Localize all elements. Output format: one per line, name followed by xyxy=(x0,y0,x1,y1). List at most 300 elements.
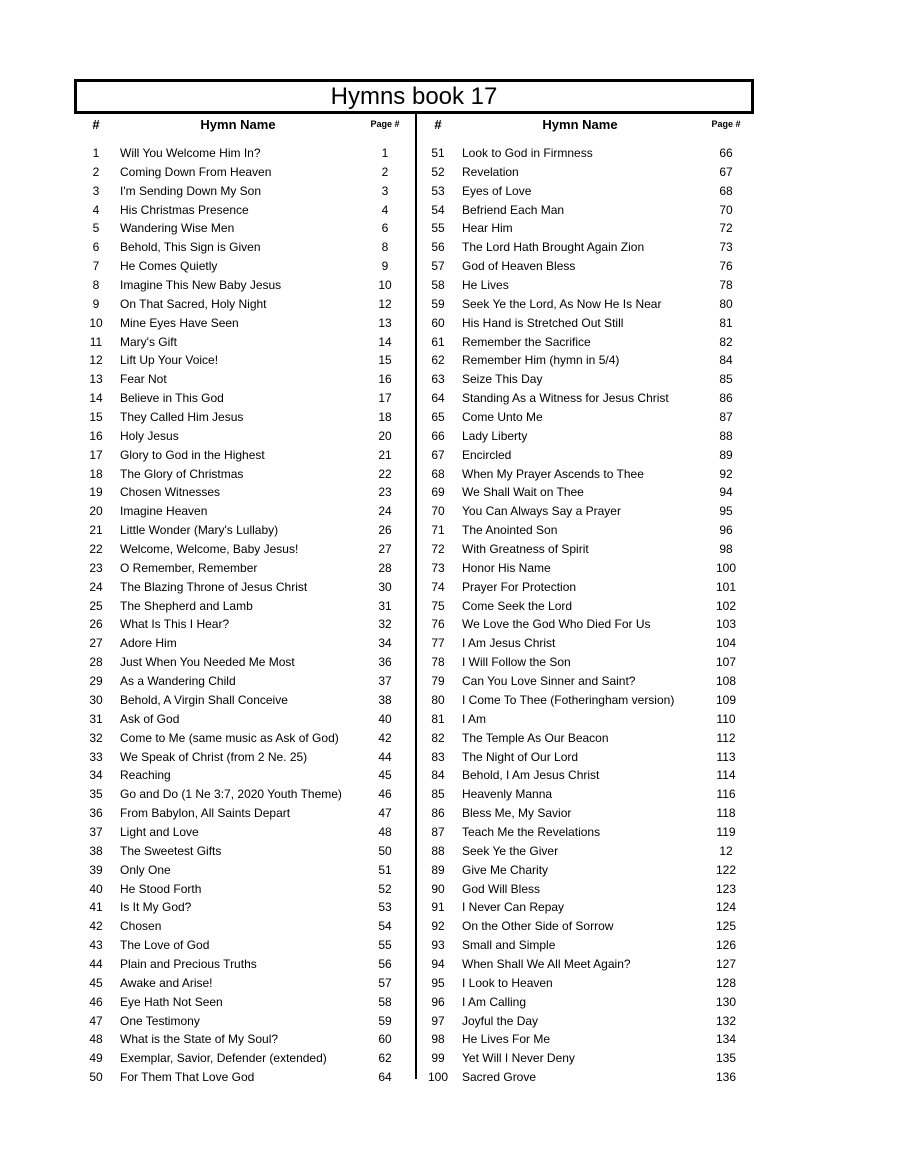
hymn-number: 93 xyxy=(431,938,445,953)
hymn-column-right xyxy=(417,114,751,1085)
hymn-page: 94 xyxy=(719,485,733,500)
hymn-page: 53 xyxy=(378,900,392,915)
hymn-name: When Shall We All Meet Again? xyxy=(462,956,631,971)
hymn-name: Behold, I Am Jesus Christ xyxy=(462,768,600,783)
hymn-name: The Love of God xyxy=(120,938,210,953)
hymn-row xyxy=(74,880,414,899)
hymn-name: I'm Sending Down My Son xyxy=(120,183,262,198)
hymn-name: The Blazing Throne of Jesus Christ xyxy=(120,579,308,594)
hymn-page: 56 xyxy=(378,956,392,971)
hymn-page: 89 xyxy=(719,447,733,462)
hymn-page: 28 xyxy=(378,560,392,575)
hymn-row xyxy=(417,408,751,427)
hymn-row xyxy=(417,804,751,823)
header-hymn-name: Hymn Name xyxy=(542,117,618,132)
hymn-number: 51 xyxy=(431,146,445,160)
hymn-row xyxy=(417,427,751,446)
hymn-page: 2 xyxy=(381,164,389,179)
hymn-page: 17 xyxy=(378,391,392,406)
hymn-page: 31 xyxy=(378,598,392,613)
hymn-name: Go and Do (1 Ne 3:7, 2020 Youth Theme) xyxy=(120,787,342,802)
hymn-row xyxy=(74,1030,414,1049)
hymn-name: He Lives For Me xyxy=(462,1032,551,1047)
hymn-name: Can You Love Sinner and Saint? xyxy=(462,674,636,689)
hymn-name: Light and Love xyxy=(120,824,199,839)
hymn-name: Mine Eyes Have Seen xyxy=(120,315,239,330)
hymn-name: The Shepherd and Lamb xyxy=(120,598,253,613)
hymn-row xyxy=(74,163,414,182)
hymn-page: 110 xyxy=(716,711,736,726)
hymn-page: 58 xyxy=(378,994,392,1009)
hymn-row xyxy=(74,521,414,540)
hymn-number: 23 xyxy=(89,560,103,575)
hymn-number: 82 xyxy=(431,730,445,745)
hymn-row xyxy=(74,785,414,804)
hymn-number: 3 xyxy=(92,183,100,198)
hymn-number: 57 xyxy=(431,259,445,274)
hymn-name: Glory to God in the Highest xyxy=(120,447,265,462)
hymn-number: 18 xyxy=(89,466,103,481)
hymn-number: 72 xyxy=(431,542,445,557)
hymn-row xyxy=(74,861,414,880)
hymn-number: 65 xyxy=(431,410,445,425)
hymn-row xyxy=(74,578,414,597)
hymn-number: 19 xyxy=(89,485,103,500)
hymn-number: 75 xyxy=(431,598,445,613)
hymn-page: 101 xyxy=(715,579,737,594)
hymn-page: 24 xyxy=(378,504,392,519)
hymn-name: Remember Him (hymn in 5/4) xyxy=(462,353,620,368)
header-number: # xyxy=(434,117,442,132)
hymn-number: 96 xyxy=(431,994,445,1009)
hymn-row xyxy=(417,766,751,785)
hymn-name: On That Sacred, Holy Night xyxy=(120,296,267,311)
hymn-page: 64 xyxy=(378,1070,392,1085)
hymn-row xyxy=(74,672,414,691)
hymn-name: Eyes of Love xyxy=(462,183,532,198)
hymn-row xyxy=(74,917,414,936)
hymn-page: 102 xyxy=(715,598,737,613)
hymn-number: 61 xyxy=(431,334,445,349)
hymn-number: 30 xyxy=(89,692,103,707)
hymn-page: 81 xyxy=(719,315,733,330)
hymn-name: The Temple As Our Beacon xyxy=(462,730,609,745)
hymn-page: 66 xyxy=(719,146,733,160)
hymn-page: 37 xyxy=(378,674,392,689)
hymn-number: 79 xyxy=(431,674,445,689)
hymn-row xyxy=(417,163,751,182)
hymn-row xyxy=(417,748,751,767)
hymn-number: 12 xyxy=(89,353,103,368)
hymn-number: 44 xyxy=(89,956,103,971)
hymn-name: As a Wandering Child xyxy=(120,674,236,689)
hymn-number: 39 xyxy=(89,862,103,877)
hymn-page: 67 xyxy=(719,164,733,179)
hymn-name: The Glory of Christmas xyxy=(120,466,244,481)
hymn-number: 68 xyxy=(431,466,445,481)
hymn-page: 118 xyxy=(716,806,736,821)
hymn-page: 122 xyxy=(715,862,737,877)
hymn-row xyxy=(74,804,414,823)
hymn-name: God Will Bless xyxy=(462,881,541,896)
hymn-row xyxy=(74,219,414,238)
hymn-page: 134 xyxy=(715,1032,737,1047)
hymn-row xyxy=(74,540,414,559)
hymn-row xyxy=(74,898,414,917)
hymn-row xyxy=(74,389,414,408)
hymn-name: We Speak of Christ (from 2 Ne. 25) xyxy=(120,749,308,764)
hymn-row xyxy=(74,766,414,785)
hymn-row xyxy=(74,936,414,955)
hymn-row xyxy=(417,257,751,276)
hymn-row xyxy=(74,842,414,861)
hymn-name: Seek Ye the Lord, As Now He Is Near xyxy=(462,296,662,311)
hymn-page: 40 xyxy=(378,711,392,726)
hymn-number: 35 xyxy=(89,787,103,802)
hymn-number: 62 xyxy=(431,353,445,368)
hymn-row xyxy=(417,634,751,653)
hymn-row xyxy=(74,1068,414,1087)
hymn-number: 13 xyxy=(89,372,103,387)
hymn-page: 135 xyxy=(715,1051,737,1066)
hymn-number: 48 xyxy=(89,1032,103,1047)
hymn-number: 7 xyxy=(92,259,100,274)
hymn-name: Just When You Needed Me Most xyxy=(120,655,295,670)
hymn-name: Revelation xyxy=(462,164,519,179)
hymn-number: 83 xyxy=(431,749,445,764)
hymn-number: 10 xyxy=(89,315,103,330)
hymn-row xyxy=(74,955,414,974)
hymn-number: 43 xyxy=(89,938,103,953)
hymn-name: When My Prayer Ascends to Thee xyxy=(462,466,644,481)
hymn-row xyxy=(74,634,414,653)
hymn-name: Mary's Gift xyxy=(120,334,177,349)
hymn-name: Believe in This God xyxy=(120,391,224,406)
hymn-page: 119 xyxy=(716,824,736,839)
hymn-number: 66 xyxy=(431,428,445,443)
hymn-page: 9 xyxy=(381,259,389,274)
hymn-row xyxy=(417,993,751,1012)
hymn-name: He Lives xyxy=(462,278,509,293)
hymn-page: 26 xyxy=(378,523,392,538)
hymn-name: What Is This I Hear? xyxy=(120,617,230,632)
hymn-page: 27 xyxy=(378,542,392,557)
hymn-page: 85 xyxy=(719,372,733,387)
column-header xyxy=(74,114,414,134)
hymn-number: 88 xyxy=(431,843,445,858)
hymn-row xyxy=(74,483,414,502)
hymn-page: 59 xyxy=(378,1013,392,1028)
hymn-number: 77 xyxy=(431,636,445,651)
hymn-number: 1 xyxy=(92,146,100,160)
hymn-name: Welcome, Welcome, Baby Jesus! xyxy=(120,542,299,557)
hymn-name: Lift Up Your Voice! xyxy=(120,353,219,368)
hymn-page: 36 xyxy=(378,655,392,670)
hymn-row xyxy=(74,597,414,616)
hymn-row xyxy=(417,597,751,616)
hymn-row xyxy=(74,974,414,993)
hymn-name: Ask of God xyxy=(120,711,180,726)
hymn-number: 29 xyxy=(89,674,103,689)
hymn-name: His Christmas Presence xyxy=(120,202,249,217)
hymn-number: 36 xyxy=(89,806,103,821)
hymn-name: Hear Him xyxy=(462,221,513,236)
hymn-row xyxy=(417,238,751,257)
hymn-row xyxy=(74,502,414,521)
hymn-number: 70 xyxy=(431,504,445,519)
hymn-column-left xyxy=(74,114,414,1085)
hymn-row xyxy=(417,521,751,540)
hymn-row xyxy=(417,710,751,729)
hymn-page: 84 xyxy=(719,353,733,368)
hymn-row xyxy=(74,238,414,257)
hymn-row xyxy=(74,446,414,465)
hymn-page: 12 xyxy=(719,843,733,858)
hymn-number: 94 xyxy=(431,956,445,971)
hymn-number: 53 xyxy=(431,183,445,198)
hymn-page: 78 xyxy=(719,278,733,293)
hymn-name: Will You Welcome Him In? xyxy=(120,146,261,160)
hymn-name: Look to God in Firmness xyxy=(462,146,593,160)
hymn-page: 130 xyxy=(715,994,737,1009)
hymn-name: I Am Jesus Christ xyxy=(462,636,556,651)
hymn-name: Reaching xyxy=(120,768,171,783)
hymn-name: I Am xyxy=(462,711,487,726)
hymn-page: 18 xyxy=(378,410,392,425)
hymn-page: 14 xyxy=(378,334,392,349)
hymn-name: Fear Not xyxy=(120,372,167,387)
hymn-page: 62 xyxy=(378,1051,392,1066)
hymn-number: 20 xyxy=(89,504,103,519)
hymn-number: 46 xyxy=(89,994,103,1009)
hymn-row xyxy=(417,219,751,238)
hymn-row xyxy=(417,314,751,333)
hymn-page: 10 xyxy=(378,278,392,293)
hymn-page: 38 xyxy=(378,692,392,707)
hymn-page: 32 xyxy=(378,617,392,632)
hymn-row xyxy=(417,446,751,465)
hymn-name: Chosen xyxy=(120,919,162,934)
hymn-row xyxy=(417,389,751,408)
hymn-row xyxy=(74,1049,414,1068)
hymn-row xyxy=(417,465,751,484)
hymn-name: He Comes Quietly xyxy=(120,259,218,274)
hymn-name: Exemplar, Savior, Defender (extended) xyxy=(120,1051,327,1066)
hymn-number: 80 xyxy=(431,692,445,707)
column-header xyxy=(417,114,751,134)
hymn-number: 2 xyxy=(92,164,100,179)
hymn-number: 26 xyxy=(89,617,103,632)
hymn-name: For Them That Love God xyxy=(120,1070,255,1085)
hymn-row xyxy=(417,936,751,955)
hymn-number: 76 xyxy=(431,617,445,632)
hymn-number: 50 xyxy=(89,1070,103,1085)
hymn-page: 42 xyxy=(378,730,392,745)
hymn-number: 8 xyxy=(92,278,100,293)
hymn-name: Encircled xyxy=(462,447,512,462)
hymn-name: The Anointed Son xyxy=(462,523,558,538)
page-title: Hymns book 17 xyxy=(330,83,498,110)
hymn-number: 4 xyxy=(92,202,100,217)
hymn-page: 46 xyxy=(378,787,392,802)
hymn-number: 59 xyxy=(431,296,445,311)
hymn-name: O Remember, Remember xyxy=(120,560,258,575)
hymn-name: Joyful the Day xyxy=(462,1013,539,1028)
hymn-row xyxy=(74,333,414,352)
hymn-number: 9 xyxy=(92,296,100,311)
hymn-name: Imagine Heaven xyxy=(120,504,208,519)
hymn-name: Is It My God? xyxy=(120,900,192,915)
hymn-row xyxy=(74,1012,414,1031)
hymn-number: 99 xyxy=(431,1051,445,1066)
hymn-row xyxy=(417,351,751,370)
hymn-number: 24 xyxy=(89,579,103,594)
title-box xyxy=(74,79,754,114)
hymn-name: Lady Liberty xyxy=(462,428,528,443)
hymn-row xyxy=(417,1030,751,1049)
hymn-name: We Shall Wait on Thee xyxy=(462,485,584,500)
hymn-number: 90 xyxy=(431,881,445,896)
hymn-name: Only One xyxy=(120,862,171,877)
hymn-name: Sacred Grove xyxy=(462,1070,537,1085)
hymn-page: 23 xyxy=(378,485,392,500)
hymn-name: Honor His Name xyxy=(462,560,551,575)
hymn-name: The Sweetest Gifts xyxy=(120,843,222,858)
hymn-row xyxy=(417,691,751,710)
hymn-page: 96 xyxy=(719,523,733,538)
hymn-page: 44 xyxy=(378,749,392,764)
hymn-name: Chosen Witnesses xyxy=(120,485,221,500)
hymn-page: 112 xyxy=(716,730,736,745)
hymn-number: 45 xyxy=(89,975,103,990)
hymn-name: Small and Simple xyxy=(462,938,556,953)
hymn-name: Seize This Day xyxy=(462,372,543,387)
hymn-row xyxy=(417,370,751,389)
hymn-row xyxy=(74,370,414,389)
hymn-row xyxy=(74,559,414,578)
hymn-page: 132 xyxy=(715,1013,737,1028)
hymn-row xyxy=(417,898,751,917)
hymn-row xyxy=(417,333,751,352)
hymn-row xyxy=(74,408,414,427)
hymn-name: The Night of Our Lord xyxy=(462,749,579,764)
hymn-page: 8 xyxy=(381,240,389,255)
hymn-row xyxy=(74,748,414,767)
hymn-number: 27 xyxy=(89,636,103,651)
hymn-number: 32 xyxy=(89,730,103,745)
hymn-name: Seek Ye the Giver xyxy=(462,843,559,858)
hymn-name: I Look to Heaven xyxy=(462,975,553,990)
hymn-number: 69 xyxy=(431,485,445,500)
hymn-list-left xyxy=(74,144,414,1087)
hymn-page: 82 xyxy=(719,334,733,349)
hymn-number: 78 xyxy=(431,655,445,670)
hymn-row xyxy=(417,615,751,634)
hymn-number: 47 xyxy=(89,1013,103,1028)
hymn-row xyxy=(417,880,751,899)
hymn-number: 56 xyxy=(431,240,445,255)
hymn-row xyxy=(74,427,414,446)
hymn-number: 5 xyxy=(92,221,100,236)
hymn-page: 126 xyxy=(715,938,737,953)
hymn-page: 104 xyxy=(715,636,737,651)
hymn-number: 74 xyxy=(431,579,445,594)
hymn-row xyxy=(417,1068,751,1087)
hymn-page: 12 xyxy=(378,296,392,311)
hymn-page: 109 xyxy=(715,692,737,707)
hymn-number: 91 xyxy=(431,900,445,915)
hymn-row xyxy=(417,276,751,295)
hymn-name: Eye Hath Not Seen xyxy=(120,994,223,1009)
hymn-number: 89 xyxy=(431,862,445,877)
hymn-name: Imagine This New Baby Jesus xyxy=(120,278,282,293)
hymn-page: 15 xyxy=(378,353,392,368)
hymn-number: 52 xyxy=(431,164,445,179)
hymn-row xyxy=(74,144,414,163)
hymn-number: 22 xyxy=(89,542,103,557)
hymn-name: Yet Will I Never Deny xyxy=(462,1051,575,1066)
hymn-row xyxy=(417,144,751,163)
hymn-row xyxy=(74,276,414,295)
hymn-row xyxy=(417,1049,751,1068)
hymn-page: 103 xyxy=(715,617,737,632)
hymn-number: 37 xyxy=(89,824,103,839)
hymn-number: 6 xyxy=(92,240,100,255)
hymn-row xyxy=(74,257,414,276)
hymn-row xyxy=(417,559,751,578)
hymn-page: 21 xyxy=(378,447,392,462)
hymn-row xyxy=(417,182,751,201)
hymn-name: Heavenly Manna xyxy=(462,787,553,802)
hymn-number: 64 xyxy=(431,391,445,406)
header-page: Page # xyxy=(370,119,400,129)
hymn-row xyxy=(417,955,751,974)
hymn-page: 114 xyxy=(716,768,736,783)
hymn-row xyxy=(417,483,751,502)
hymn-number: 21 xyxy=(89,523,103,538)
hymn-page: 107 xyxy=(715,655,737,670)
hymn-number: 73 xyxy=(431,560,445,575)
hymn-name: Befriend Each Man xyxy=(462,202,565,217)
hymn-row xyxy=(417,974,751,993)
hymn-name: With Greatness of Spirit xyxy=(462,542,589,557)
hymn-page: 4 xyxy=(381,202,389,217)
hymn-number: 31 xyxy=(89,711,103,726)
hymn-row xyxy=(417,1012,751,1031)
hymn-number: 85 xyxy=(431,787,445,802)
hymn-page: 48 xyxy=(378,824,392,839)
hymn-page: 68 xyxy=(719,183,733,198)
hymn-name: Come Seek the Lord xyxy=(462,598,573,613)
hymn-number: 17 xyxy=(89,447,103,462)
hymn-number: 38 xyxy=(89,843,103,858)
hymn-row xyxy=(74,615,414,634)
hymn-row xyxy=(417,578,751,597)
hymn-number: 25 xyxy=(89,598,103,613)
hymn-number: 81 xyxy=(431,711,445,726)
hymn-name: You Can Always Say a Prayer xyxy=(462,504,621,519)
hymn-name: I Never Can Repay xyxy=(462,900,565,915)
hymn-list-right xyxy=(417,144,751,1087)
hymn-page: 16 xyxy=(378,372,392,387)
hymn-number: 63 xyxy=(431,372,445,387)
hymn-row xyxy=(417,540,751,559)
hymn-page: 80 xyxy=(719,296,733,311)
hymn-number: 49 xyxy=(89,1051,103,1066)
hymn-name: The Lord Hath Brought Again Zion xyxy=(462,240,645,255)
hymn-number: 14 xyxy=(89,391,103,406)
hymn-row xyxy=(74,729,414,748)
